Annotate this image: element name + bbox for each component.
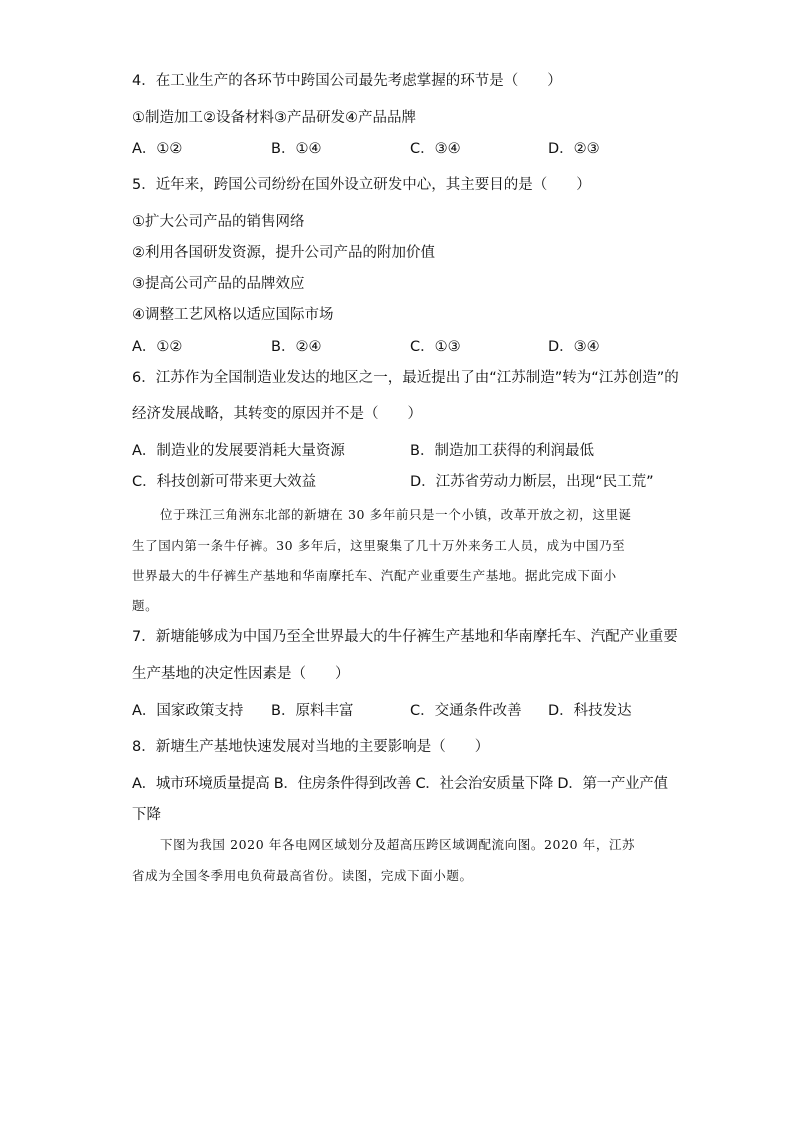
passage1-line2: 生了国内第一条牛仔裤。30 多年后，这里聚集了几十万外来务工人员，成为中国乃至 bbox=[132, 538, 626, 553]
q6-stem-line1: 6．江苏作为全国制造业发达的地区之一，最近提出了由“江苏制造”转为“江苏创造”的 bbox=[132, 370, 679, 386]
q8-options-line1: A．城市环境质量提高 B．住房条件得到改善 C．社会治安质量下降 D．第一产业产值 bbox=[132, 776, 668, 792]
q6-stem-line2: 经济发展战略，其转变的原因并不是（ ） bbox=[132, 406, 422, 422]
q7-option-a: A．国家政策支持 bbox=[132, 703, 244, 719]
q5-item-4: ④调整工艺风格以适应国际市场 bbox=[132, 307, 334, 323]
q5-stem: 5．近年来，跨国公司纷纷在国外设立研发中心，其主要目的是（ ） bbox=[132, 177, 591, 193]
q6-option-a: A．制造业的发展要消耗大量资源 bbox=[132, 443, 345, 459]
q8-stem: 8．新塘生产基地快速发展对当地的主要影响是（ ） bbox=[132, 739, 490, 755]
q5-item-2: ②利用各国研发资源，提升公司产品的附加价值 bbox=[132, 245, 435, 261]
passage1-line1: 位于珠江三角洲东北部的新塘在 30 多年前只是一个小镇，改革开放之初，这里诞 bbox=[160, 507, 632, 522]
q8-options-line2: 下降 bbox=[132, 807, 161, 823]
passage2-line2: 省成为全国冬季用电负荷最高省份。读图，完成下面小题。 bbox=[132, 868, 473, 883]
q7-option-d: D．科技发达 bbox=[548, 703, 632, 719]
passage1-line4: 题。 bbox=[132, 598, 159, 613]
q5-option-d: D．③④ bbox=[548, 339, 600, 355]
q4-option-b: B．①④ bbox=[271, 141, 322, 157]
q7-option-b: B．原料丰富 bbox=[271, 703, 354, 719]
q4-option-c: C．③④ bbox=[410, 141, 461, 157]
q7-stem-line1: 7．新塘能够成为中国乃至全世界最大的牛仔裤生产基地和华南摩托车、汽配产业重要 bbox=[132, 629, 678, 645]
q7-option-c: C．交通条件改善 bbox=[410, 703, 522, 719]
q6-option-c: C．科技创新可带来更大效益 bbox=[132, 474, 317, 490]
q5-item-1: ①扩大公司产品的销售网络 bbox=[132, 214, 305, 230]
q5-option-c: C．①③ bbox=[410, 339, 461, 355]
q6-option-d: D．江苏省劳动力断层，出现“民工荒” bbox=[410, 474, 654, 490]
q5-option-a: A．①② bbox=[132, 339, 183, 355]
passage2-line1: 下图为我国 2020 年各电网区域划分及超高压跨区域调配流向图。2020 年，江苏 bbox=[160, 837, 636, 852]
passage1-line3: 世界最大的牛仔裤生产基地和华南摩托车、汽配产业重要生产基地。据此完成下面小 bbox=[132, 568, 617, 583]
q4-items: ①制造加工②设备材料③产品研发④产品品牌 bbox=[132, 110, 416, 126]
q4-stem: 4．在工业生产的各环节中跨国公司最先考虑掌握的环节是（ ） bbox=[132, 73, 562, 89]
q5-item-3: ③提高公司产品的品牌效应 bbox=[132, 276, 305, 292]
q6-option-b: B．制造加工获得的利润最低 bbox=[410, 443, 594, 459]
q4-option-a: A．①② bbox=[132, 141, 183, 157]
q4-option-d: D．②③ bbox=[548, 141, 600, 157]
q7-stem-line2: 生产基地的决定性因素是（ ） bbox=[132, 666, 350, 682]
q5-option-b: B．②④ bbox=[271, 339, 322, 355]
